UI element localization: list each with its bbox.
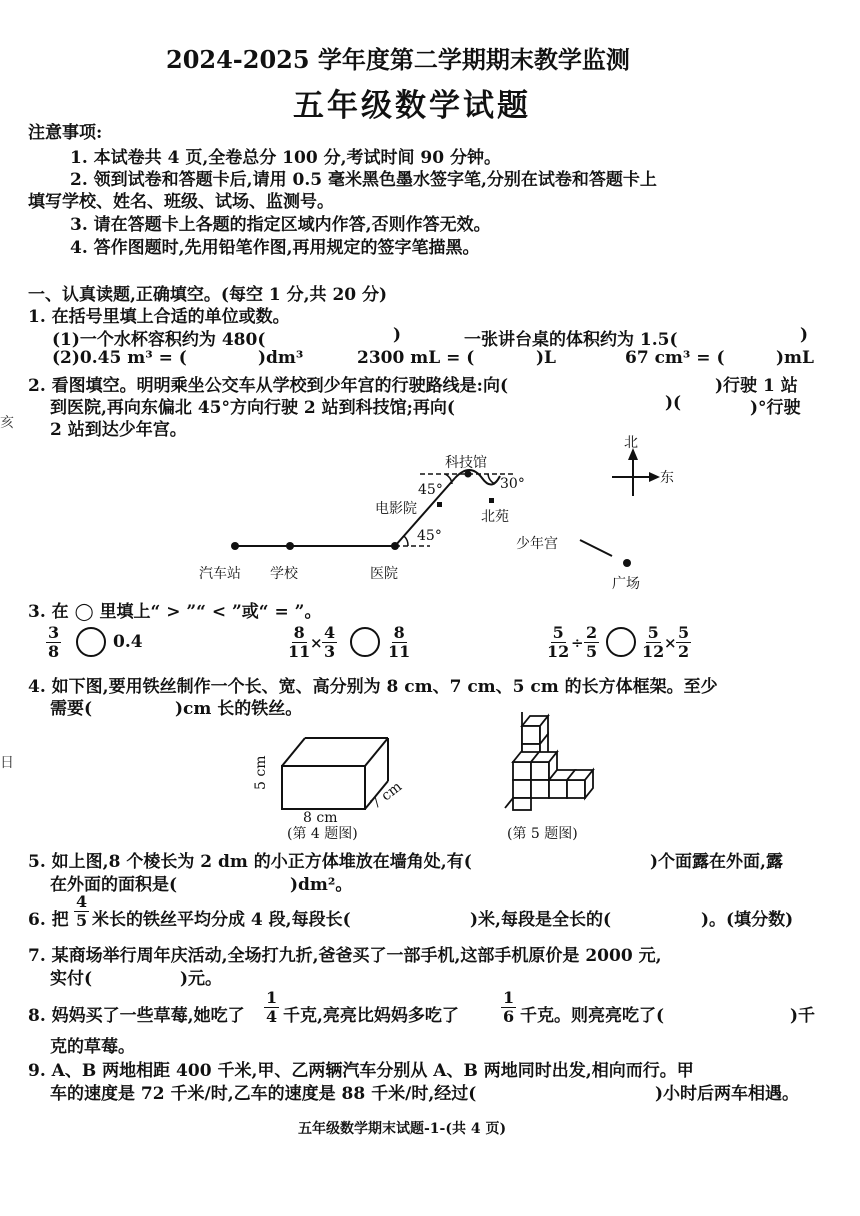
q1-e: 67 cm³ = ( [625, 348, 725, 368]
notes-item: 填写学校、姓名、班级、试场、监测号。 [28, 192, 334, 212]
times-sign: × [664, 634, 677, 652]
q3-stem: 3. 在 ◯ 里填上“ > ”“ < ”或“ = ”。 [28, 602, 322, 622]
cuboid-width-label: 7 cm [368, 778, 406, 813]
q1-c-close: )dm³ [258, 348, 304, 368]
q1-d-close: )L [536, 348, 556, 368]
map-beiyuan-label: 北苑 [481, 509, 509, 525]
q7-line2: 实付( [50, 969, 93, 989]
fraction [501, 989, 516, 1026]
q8-mid: 千克,亮亮比妈妈多吃了 [283, 1006, 459, 1026]
map-kejiguan-label: 科技馆 [445, 455, 487, 471]
q1-c: (2)0.45 m³ = ( [52, 348, 187, 368]
map-guangchang-label: 广场 [612, 576, 640, 592]
notes-item: 2. 领到试卷和答题卡后,请用 0.5 毫米黑色墨水签字笔,分别在试卷和答题卡上 [70, 170, 657, 190]
fraction-numerator: 5 [552, 623, 564, 642]
map-angle-45-top: 45° [418, 482, 443, 498]
q2-line2-end: )°行驶 [750, 398, 801, 418]
q2-line2-mid: )( [665, 393, 682, 413]
fraction-denominator: 2 [678, 642, 690, 661]
q1-b: 一张讲台桌的体积约为 1.5( [464, 330, 678, 350]
q7-line1: 7. 某商场举行周年庆活动,全场打九折,爸爸买了一部手机,这部手机原价是 2000 元, [28, 946, 662, 966]
fraction-denominator: 12 [642, 642, 665, 661]
q5-line1-end: )个面露在外面,露 [650, 852, 783, 872]
binding-edge-mark: 日 [0, 755, 14, 771]
q4-line2-end: )cm 长的铁丝。 [175, 699, 303, 719]
q6-post3: )。(填分数) [701, 910, 794, 930]
fraction-numerator: 2 [586, 623, 598, 642]
q6-pre: 6. 把 [28, 910, 69, 930]
q1-a-close: ) [393, 325, 402, 345]
q1-stem: 1. 在括号里填上合适的单位或数。 [28, 307, 290, 327]
q2-line1: 2. 看图填空。明明乘坐公交车从学校到少年宫的行驶路线是:向( [28, 376, 508, 396]
notes-item: 1. 本试卷共 4 页,全卷总分 100 分,考试时间 90 分钟。 [70, 148, 501, 168]
exam-subtitle: 五年级数学试题 [293, 88, 531, 124]
q5-line2: 在外面的面积是( [50, 875, 178, 895]
q8-line2: 克的草莓。 [50, 1037, 135, 1057]
figure4-caption: (第 4 题图) [287, 826, 358, 842]
q2-line2: 到医院,再向东偏北 45°方向行驶 2 站到科技馆;再向( [50, 398, 455, 418]
fraction-numerator: 8 [293, 623, 305, 642]
q9-line2: 车的速度是 72 千米/时,乙车的速度是 88 千米/时,经过( [50, 1084, 477, 1104]
section-heading: 一、认真读题,正确填空。(每空 1 分,共 20 分) [28, 285, 388, 305]
q8-post2: )千 [790, 1006, 816, 1026]
fraction-denominator: 5 [586, 642, 598, 661]
cuboid-length-label: 8 cm [303, 810, 338, 826]
times-sign: × [310, 634, 323, 652]
q6-post2: )米,每段是全长的( [470, 910, 612, 930]
map-north-label: 北 [624, 435, 638, 451]
fraction [264, 989, 279, 1026]
binding-edge-mark: 亥 [0, 415, 14, 431]
fraction-denominator: 5 [76, 911, 88, 930]
fraction-denominator: 6 [503, 1007, 515, 1026]
fraction-denominator: 8 [48, 642, 60, 661]
map-dianyingyuan-label: 电影院 [375, 501, 417, 517]
q4-line1: 4. 如下图,要用铁丝制作一个长、宽、高分别为 8 cm、7 cm、5 cm 的长方体框架。至少 [28, 677, 718, 697]
fraction-numerator: 5 [647, 623, 659, 642]
q1-e-close: )mL [776, 348, 814, 368]
map-shaoniangong-label: 少年宫 [516, 536, 558, 552]
fraction-denominator: 11 [288, 642, 311, 661]
q1-a: (1)一个水杯容积约为 480( [52, 330, 266, 350]
fraction-denominator: 3 [324, 642, 336, 661]
notes-item: 3. 请在答题卡上各题的指定区域内作答,否则作答无效。 [70, 215, 491, 235]
q5-line1: 5. 如上图,8 个棱长为 2 dm 的小正方体堆放在墙角处,有( [28, 852, 472, 872]
fraction-numerator: 4 [324, 623, 336, 642]
q2-line3: 2 站到达少年宫。 [50, 420, 187, 440]
q5-line2-end: )dm²。 [290, 875, 353, 895]
divide-sign: ÷ [571, 634, 584, 652]
map-yiyuan-label: 医院 [370, 566, 398, 582]
fraction-denominator: 12 [547, 642, 570, 661]
figure5-caption: (第 5 题图) [507, 826, 578, 842]
fraction-numerator: 4 [76, 892, 88, 911]
q8-post: 千克。则亮亮吃了( [520, 1006, 665, 1026]
fraction-denominator: 11 [388, 642, 411, 661]
notes-item: 4. 答作图题时,先用铅笔作图,再用规定的签字笔描黑。 [70, 238, 480, 258]
q1-d: 2300 mL = ( [357, 348, 475, 368]
map-xuexiao-label: 学校 [270, 566, 298, 582]
q2-line1-end: )行驶 1 站 [715, 376, 798, 396]
notes-heading: 注意事项: [28, 123, 103, 143]
q7-line2-end: )元。 [180, 969, 223, 989]
q8-pre: 8. 妈妈买了一些草莓,她吃了 [28, 1006, 245, 1026]
fraction [74, 893, 89, 930]
fraction-numerator: 1 [503, 988, 515, 1007]
q4-line2: 需要( [50, 699, 93, 719]
q1-b-close: ) [800, 325, 809, 345]
map-east-label: 东 [660, 470, 674, 486]
fraction-numerator: 3 [48, 623, 60, 642]
cuboid-height-label: 5 cm [253, 755, 269, 790]
page-footer: 五年级数学期末试题-1-(共 4 页) [298, 1121, 507, 1137]
q3-value: 0.4 [113, 632, 143, 652]
q6-post: 米长的铁丝平均分成 4 段,每段长( [92, 910, 351, 930]
exam-title: 2024-2025 学年度第二学期期末教学监测 [166, 45, 630, 74]
q9-line1: 9. A、B 两地相距 400 千米,甲、乙两辆汽车分别从 A、B 两地同时出发,相向而行。甲 [28, 1061, 694, 1081]
map-qichezhan-label: 汽车站 [199, 566, 241, 582]
fraction-numerator: 1 [266, 988, 278, 1007]
fraction-numerator: 8 [393, 623, 405, 642]
fraction-denominator: 4 [266, 1007, 278, 1026]
q9-line2-end: )小时后两车相遇。 [655, 1084, 800, 1104]
map-angle-30: 30° [500, 476, 525, 492]
fraction-numerator: 5 [678, 623, 690, 642]
map-angle-45-bottom: 45° [417, 528, 442, 544]
